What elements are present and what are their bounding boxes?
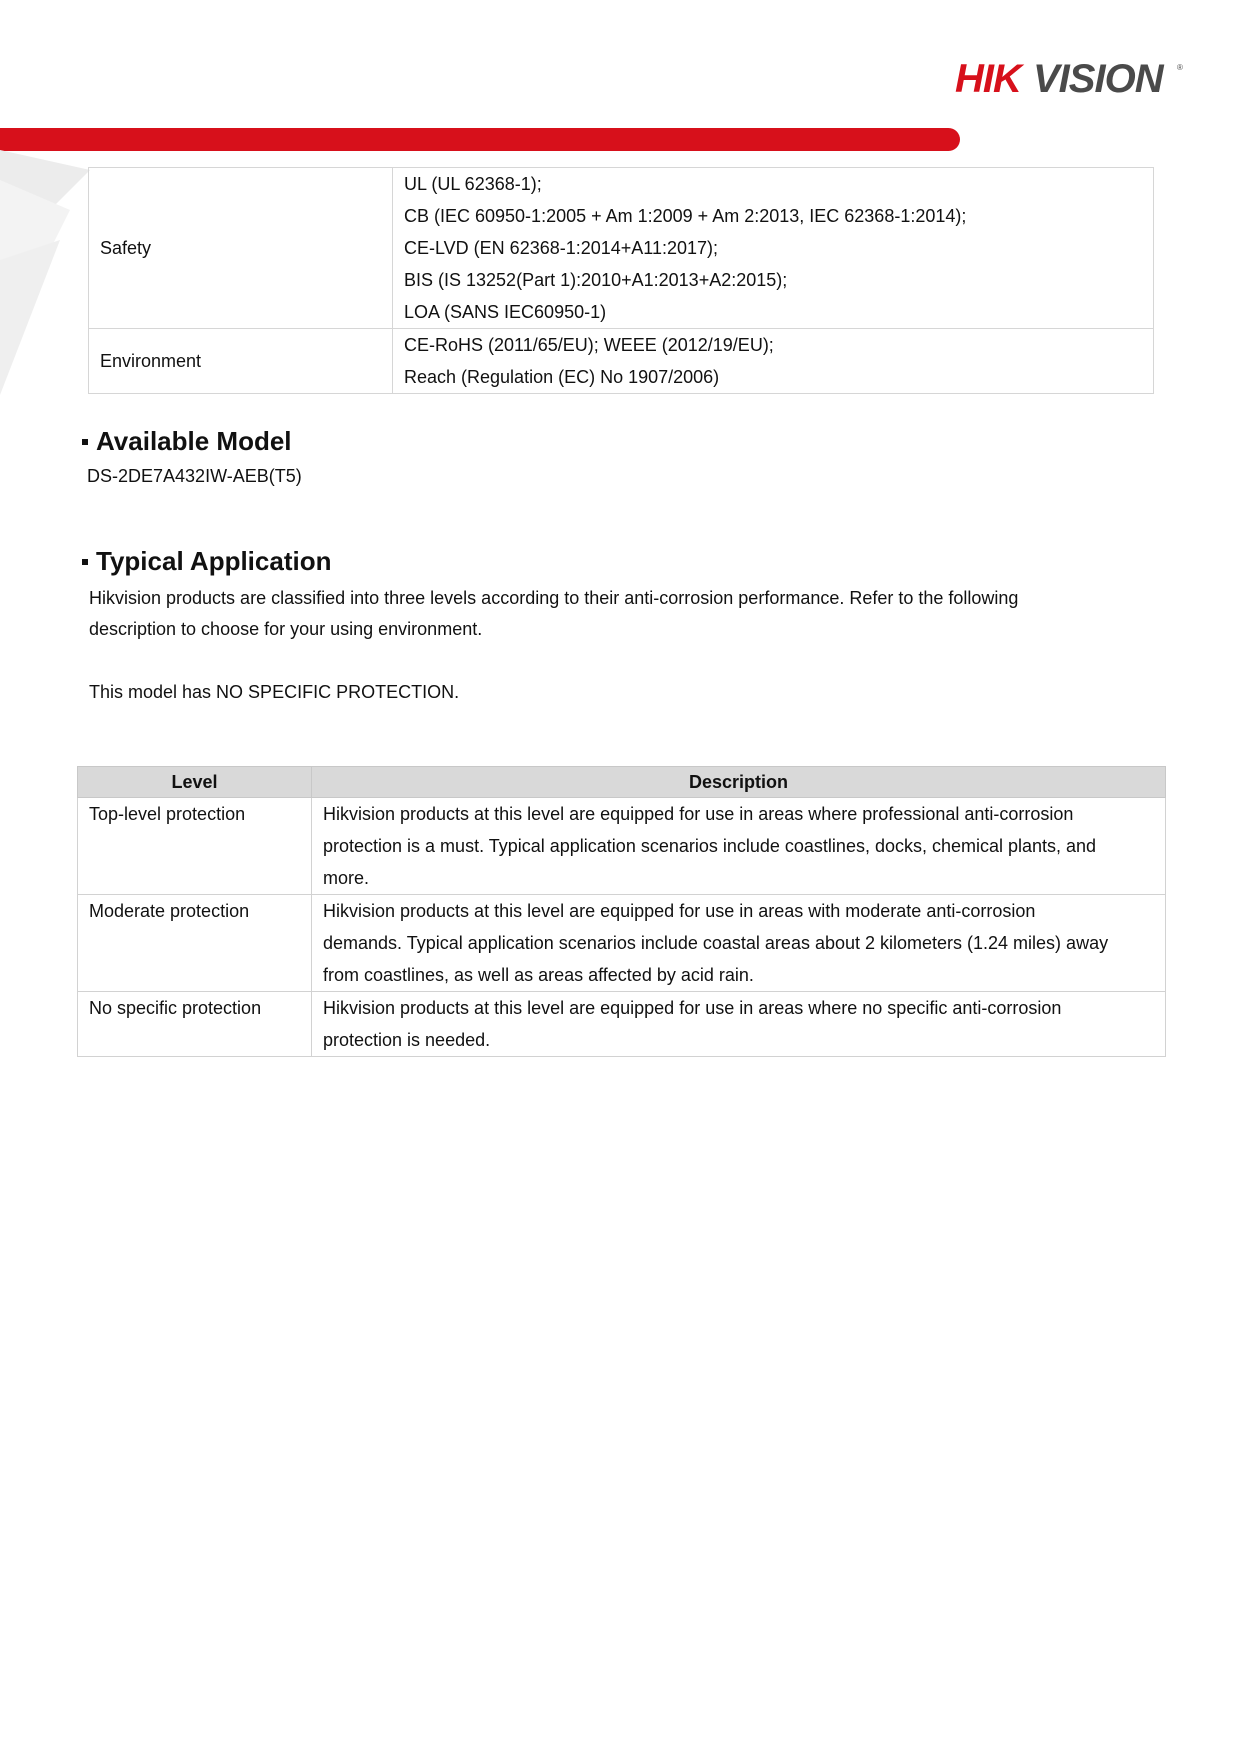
svg-text:®: ® xyxy=(1177,63,1183,72)
description-cell xyxy=(312,992,1166,1057)
spec-row-safety xyxy=(89,168,1154,329)
spec-line: UL (UL 62368-1); xyxy=(404,174,542,194)
protection-level-table xyxy=(77,766,1166,1057)
spec-row-environment xyxy=(89,329,1154,394)
table-row xyxy=(78,992,1166,1057)
header-red-bar xyxy=(0,128,960,151)
spec-line: CE-LVD (EN 62368-1:2014+A11:2017); xyxy=(404,238,719,258)
typical-application-heading xyxy=(82,546,331,577)
level-cell: No specific protection xyxy=(78,992,312,1057)
spec-table xyxy=(88,167,1154,394)
column-header-level: Level xyxy=(78,767,312,798)
spec-line: Reach (Regulation (EC) No 1907/2006) xyxy=(404,367,720,387)
spec-value xyxy=(393,168,1154,329)
description-line: Hikvision products at this level are equipped for use in areas where professional anti-corrosion xyxy=(323,804,1074,824)
spec-line: CB (IEC 60950-1:2005 + Am 1:2009 + Am 2:2013, IEC 62368-1:2014); xyxy=(404,206,967,226)
description-line: demands. Typical application scenarios include coastal areas about 2 kilometers (1.24 miles) away xyxy=(323,933,1109,953)
description-line: protection is needed. xyxy=(323,1030,491,1050)
spec-value xyxy=(393,329,1154,394)
level-cell: Top-level protection xyxy=(78,798,312,895)
table-header-row xyxy=(78,767,1166,798)
svg-text:HIK: HIK xyxy=(955,57,1021,101)
svg-text:VISION: VISION xyxy=(1033,57,1163,101)
intro-line: Hikvision products are classified into three levels according to their anti-corrosion performance. Refer to the following xyxy=(89,588,1019,608)
description-line: Hikvision products at this level are equipped for use in areas where no specific anti-corrosion xyxy=(323,998,1062,1018)
protection-note: This model has NO SPECIFIC PROTECTION. xyxy=(89,682,460,702)
description-cell xyxy=(312,798,1166,895)
level-cell: Moderate protection xyxy=(78,895,312,992)
bullet-icon xyxy=(82,559,88,565)
spec-label: Environment xyxy=(89,329,393,394)
hikvision-logo xyxy=(955,56,1187,102)
description-line: from coastlines, as well as areas affected by acid rain. xyxy=(323,965,754,985)
spec-line: BIS (IS 13252(Part 1):2010+A1:2013+A2:2015); xyxy=(404,270,788,290)
application-intro xyxy=(89,583,1018,645)
section-title-text: Typical Application xyxy=(96,546,332,576)
description-line: Hikvision products at this level are equipped for use in areas with moderate anti-corrosion xyxy=(323,901,1036,921)
available-model-heading xyxy=(82,426,292,457)
description-cell xyxy=(312,895,1166,992)
model-number: DS-2DE7A432IW-AEB(T5) xyxy=(87,466,302,486)
spec-line: CE-RoHS (2011/65/EU); WEEE (2012/19/EU); xyxy=(404,335,774,355)
column-header-description: Description xyxy=(312,767,1166,798)
table-row xyxy=(78,798,1166,895)
section-title-text: Available Model xyxy=(96,426,292,456)
spec-line: LOA (SANS IEC60950-1) xyxy=(404,302,607,322)
description-line: more. xyxy=(323,868,370,888)
bullet-icon xyxy=(82,439,88,445)
intro-line: description to choose for your using environment. xyxy=(89,619,483,639)
spec-label: Safety xyxy=(89,168,393,329)
description-line: protection is a must. Typical application scenarios include coastlines, docks, chemical plants, and xyxy=(323,836,1097,856)
table-row xyxy=(78,895,1166,992)
